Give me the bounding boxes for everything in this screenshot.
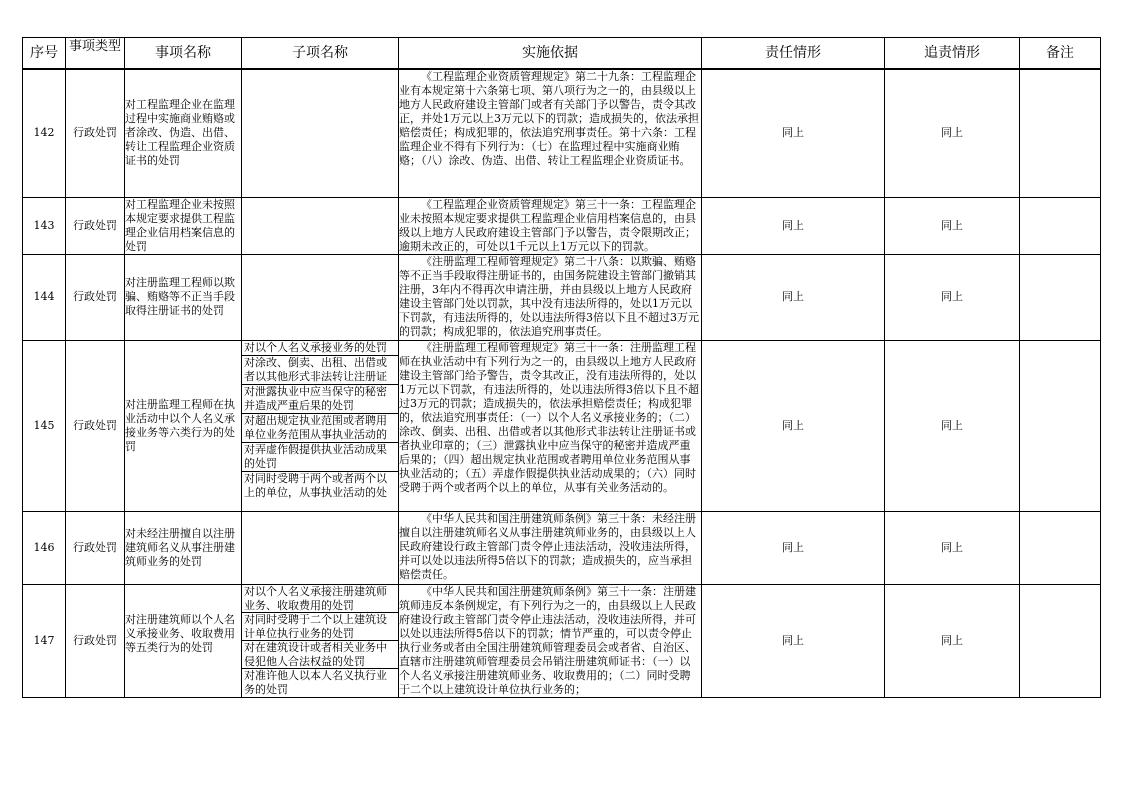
row-pursue: 同上 [885,511,1020,584]
header-seq: 序号 [23,38,66,70]
sub-list [242,585,398,697]
row-type: 行政处罚 [66,254,125,340]
row-name [125,511,242,584]
row-subs [242,584,399,697]
row-name-text: 对工程监理企业未按照本规定要求提供工程监理企业信用档案信息的处罚 [125,197,235,253]
sub-item: 对准许他人以本人名义执行业务的处罚 [244,669,387,697]
row-note [1020,511,1101,584]
row-note [1020,254,1101,340]
header-pursue: 追责情形 [885,38,1020,70]
header-name: 事项名称 [125,38,242,70]
row-resp: 同上 [702,511,885,584]
row-note [1020,197,1101,254]
sub-list [242,341,398,511]
row-seq: 143 [23,197,66,254]
row-type: 行政处罚 [66,340,125,511]
row-basis-text: 《工程监理企业资质管理规定》第二十九条：工程监理企业有本规定第十六条第七项、第八项行为之一的，由县级以上地方人民政府建设主管部门或者有关部门予以警告，责令其改正，并处1万元以上3万元以下的罚款；造成损失的，依法承担赔偿责任；构成犯罪的，依法追究刑事责任。第十六条：工程监理企业不得有下列行为：（七）在监理过程中实施商业贿赂；（八）涂改、伪造、出借、转让工程监理企业资质证书。 [399,70,699,168]
sub-item: 对在建筑设计或者相关业务中侵犯他人合法权益的处罚 [242,641,398,669]
row-pursue: 同上 [885,69,1020,197]
row-name [125,254,242,340]
header-type-label: 事项类型 [68,39,121,54]
row-type: 行政处罚 [66,197,125,254]
row-pursue: 同上 [885,254,1020,340]
header-basis: 实施依据 [399,38,702,70]
sub-item: 对超出规定执业范围或者聘用单位业务范围从事执业活动的 [242,414,398,443]
row-pursue: 同上 [885,584,1020,697]
row-type: 行政处罚 [66,584,125,697]
row-basis-text: 《注册监理工程师管理规定》第三十一条：注册监理工程师在执业活动中有下列行为之一的，由县级以上地方人民政府建设主管部门给予警告，责令其改正，没有违法所得的，处以1万元以下罚款，有违法所得的，处以违法所得3倍以下且不超过3万元的罚款；造成损失的，依法承担赔偿责任；构成犯罪的，依法追究刑事责任：（一）以个人名义承接业务的；（二）涂改、倒卖、出租、出借或者以其他形式非法转让注册证书或者执业印章的；（三）泄露执业中应当保守的秘密并造成严重后果的；（四）超出规定执业范围或者聘用单位业务范围从事执业活动的；（五）弄虚作假提供执业活动成果的；（六）同时受聘于两个或者两个以上的单位，从事有关业务活动的。 [399,341,699,494]
row-note [1020,69,1101,197]
row-resp: 同上 [702,340,885,511]
row-name [125,340,242,511]
row-resp: 同上 [702,584,885,697]
row-pursue: 同上 [885,340,1020,511]
row-type: 行政处罚 [66,511,125,584]
row-name-text: 对注册监理工程师在执业活动中以个人名义承接业务等六类行为的处罚 [125,397,235,453]
row-pursue: 同上 [885,197,1020,254]
header-type [66,38,125,70]
row-sub-empty [242,197,399,254]
table-row [23,254,1101,340]
row-name-text: 对未经注册擅自以注册建筑师名义从事注册建筑师业务的处罚 [125,526,235,568]
row-basis-text: 《中华人民共和国注册建筑师条例》第三十一条：注册建筑师违反本条例规定，有下列行为之一的，由县级以上人民政府建设行政主管部门责令停止违法活动，没收违法所得，并可以处以违法所得5倍以下的罚款；情节严重的，可以责令停止执行业务或者由全国注册建筑师管理委员会或者省、自治区、直辖市注册建筑师管理委员会吊销注册建筑师证书：（一）以个人名义承接注册建筑师业务、收取费用的；（二）同时受聘于二个以上建筑设计单位执行业务的； [399,585,696,696]
items-table [22,37,1101,698]
header-sub: 子项名称 [242,38,399,70]
row-basis-text: 《工程监理企业资质管理规定》第三十一条：工程监理企业未按照本规定要求提供工程监理企业信用档案信息的，由县级以上地方人民政府建设主管部门予以警告，责令限期改正；逾期未改正的，可处以1千元以上1万元以下的罚款。 [399,197,696,253]
sub-item: 对以个人名义承接业务的处罚 [242,341,398,356]
row-resp: 同上 [702,69,885,197]
header-note: 备注 [1020,38,1101,70]
row-sub-empty [242,69,399,197]
table-row [23,197,1101,254]
row-basis [399,69,702,197]
row-resp: 同上 [702,197,885,254]
row-name-text: 对注册监理工程师以欺骗、贿赂等不正当手段取得注册证书的处罚 [125,276,235,317]
row-seq: 146 [23,511,66,584]
header-row [23,38,1101,70]
row-basis [399,254,702,340]
row-name [125,197,242,254]
row-note [1020,584,1101,697]
row-resp: 同上 [702,254,885,340]
row-seq: 147 [23,584,66,697]
table-row [23,584,1101,697]
header-resp: 责任情形 [702,38,885,70]
sub-item: 对弄虚作假提供执业活动成果的处罚 [242,443,398,472]
row-basis [399,511,702,584]
row-basis [399,584,702,697]
row-note [1020,340,1101,511]
row-subs [242,340,399,511]
row-basis [399,197,702,254]
row-seq: 144 [23,254,66,340]
row-name [125,584,242,697]
table-row [23,340,1101,511]
sub-item: 对涂改、倒卖、出租、出借或者以其他形式非法转让注册证 [242,356,398,385]
row-basis-text: 《注册监理工程师管理规定》第二十八条：以欺骗、贿赂等不正当手段取得注册证书的，由国务院建设主管部门撤销其注册，3年内不得再次申请注册，并由县级以上地方人民政府建设主管部门处以罚款，其中没有违法所得的，处以1万元以下罚款，有违法所得的，处以违法所得3倍以下且不超过3万元的罚款；构成犯罪的，依法追究刑事责任。 [399,255,699,338]
table-row [23,69,1101,197]
row-basis [399,340,702,511]
row-sub-empty [242,254,399,340]
sub-item: 对同时受聘于二个以上建筑设计单位执行业务的处罚 [242,613,398,641]
row-basis-text: 《中华人民共和国注册建筑师条例》第三十条：未经注册擅自以注册建筑师名义从事注册建筑师业务的，由县级以上人民政府建设行政主管部门责令停止违法活动，没收违法所得，并可以处以违法所得5倍以下的罚款；造成损失的，应当承担赔偿责任。 [399,511,696,581]
table-row [23,511,1101,584]
row-sub-empty [242,511,399,584]
row-name-text: 对注册建筑师以个人名义承接业务、收取费用等五类行为的处罚 [125,612,235,654]
row-name [125,69,242,197]
row-seq: 145 [23,340,66,511]
sub-item: 对同时受聘于两个或者两个以上的单位，从事执业活动的处 [244,471,387,499]
sub-item: 对以个人名义承接注册建筑师业务、收取费用的处罚 [242,585,398,613]
row-seq: 142 [23,69,66,197]
sub-item: 对泄露执业中应当保守的秘密并造成严重后果的处罚 [242,385,398,414]
row-name-text: 对工程监理企业在监理过程中实施商业贿赂或者涂改、伪造、出借、转让工程监理企业资质证书的处罚 [125,98,235,168]
row-type: 行政处罚 [66,69,125,197]
